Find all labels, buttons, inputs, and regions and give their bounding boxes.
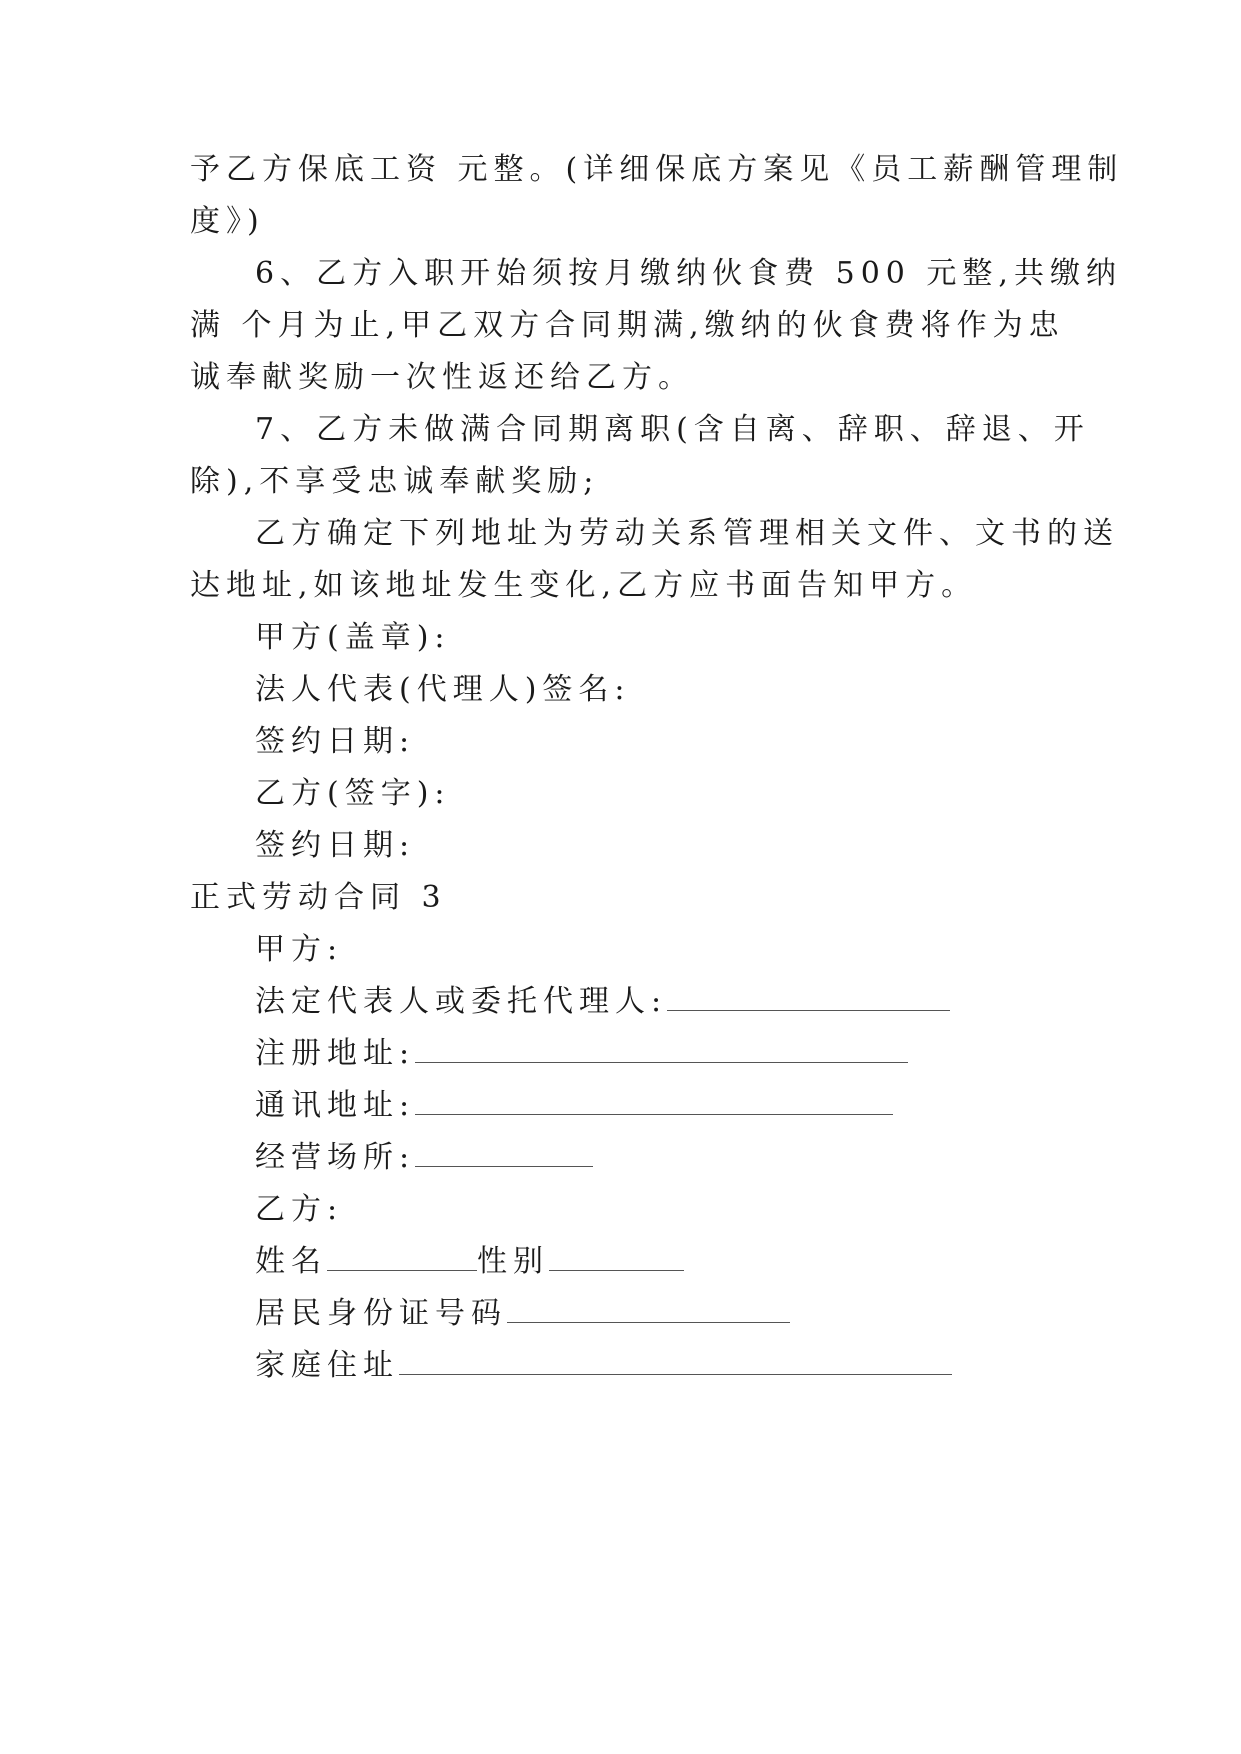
fill-in-blank [549,1244,684,1271]
id-number-field [255,1294,1115,1334]
fill-in-blank [415,1088,893,1115]
fill-in-blank [415,1140,593,1167]
name-gender-field [255,1242,1115,1282]
clause-7-line: 7、乙方未做满合同期离职(含自离、辞职、辞退、开 [255,412,1090,447]
party-a-seal-label: 甲方(盖章): [255,620,451,655]
fill-in-blank [399,1348,952,1375]
party-b-label: 乙方: [255,1192,344,1227]
business-premises-field [255,1138,1115,1178]
fill-in-blank [667,984,950,1011]
party-b-signature-label: 乙方(签字): [255,776,451,811]
paragraph-line: 达地址,如该地址发生变化,乙方应书面告知甲方。 [190,568,978,603]
paragraph-line: 予乙方保底工资 元整。(详细保底方案见《员工薪酬管理制 [190,152,1124,187]
gender-label: 性别 [477,1244,549,1279]
address-clause-line: 乙方确定下列地址为劳动关系管理相关文件、文书的送 [255,516,1119,551]
field-label: 经营场所: [255,1140,416,1175]
paragraph-line: 除),不享受忠诚奉献奖励; [190,464,600,499]
paragraph-line: 满 个月为止,甲乙双方合同期满,缴纳的伙食费将作为忠 [190,308,1065,343]
field-label: 家庭住址 [255,1348,399,1383]
legal-rep-field [255,982,1115,1022]
party-a-label: 甲方: [255,932,344,967]
home-address-field [255,1346,1115,1386]
field-label: 法定代表人或委托代理人: [255,984,668,1019]
fill-in-blank [507,1296,790,1323]
registered-address-field [255,1034,1115,1074]
mailing-address-field [255,1086,1115,1126]
section-heading: 正式劳动合同 3 [190,880,447,915]
paragraph-line: 诚奉献奖励一次性返还给乙方。 [190,360,694,395]
fill-in-blank [327,1244,477,1271]
field-label: 注册地址: [255,1036,416,1071]
field-label: 居民身份证号码 [255,1296,507,1331]
field-label: 通讯地址: [255,1088,416,1123]
legal-rep-signature-label: 法人代表(代理人)签名: [255,672,631,707]
fill-in-blank [415,1036,908,1063]
name-label: 姓名 [255,1244,327,1279]
clause-6-line: 6、乙方入职开始须按月缴纳伙食费 500 元整,共缴纳 [255,256,1122,291]
paragraph-line: 度》) [190,204,265,239]
sign-date-label: 签约日期: [255,828,416,863]
sign-date-label: 签约日期: [255,724,416,759]
